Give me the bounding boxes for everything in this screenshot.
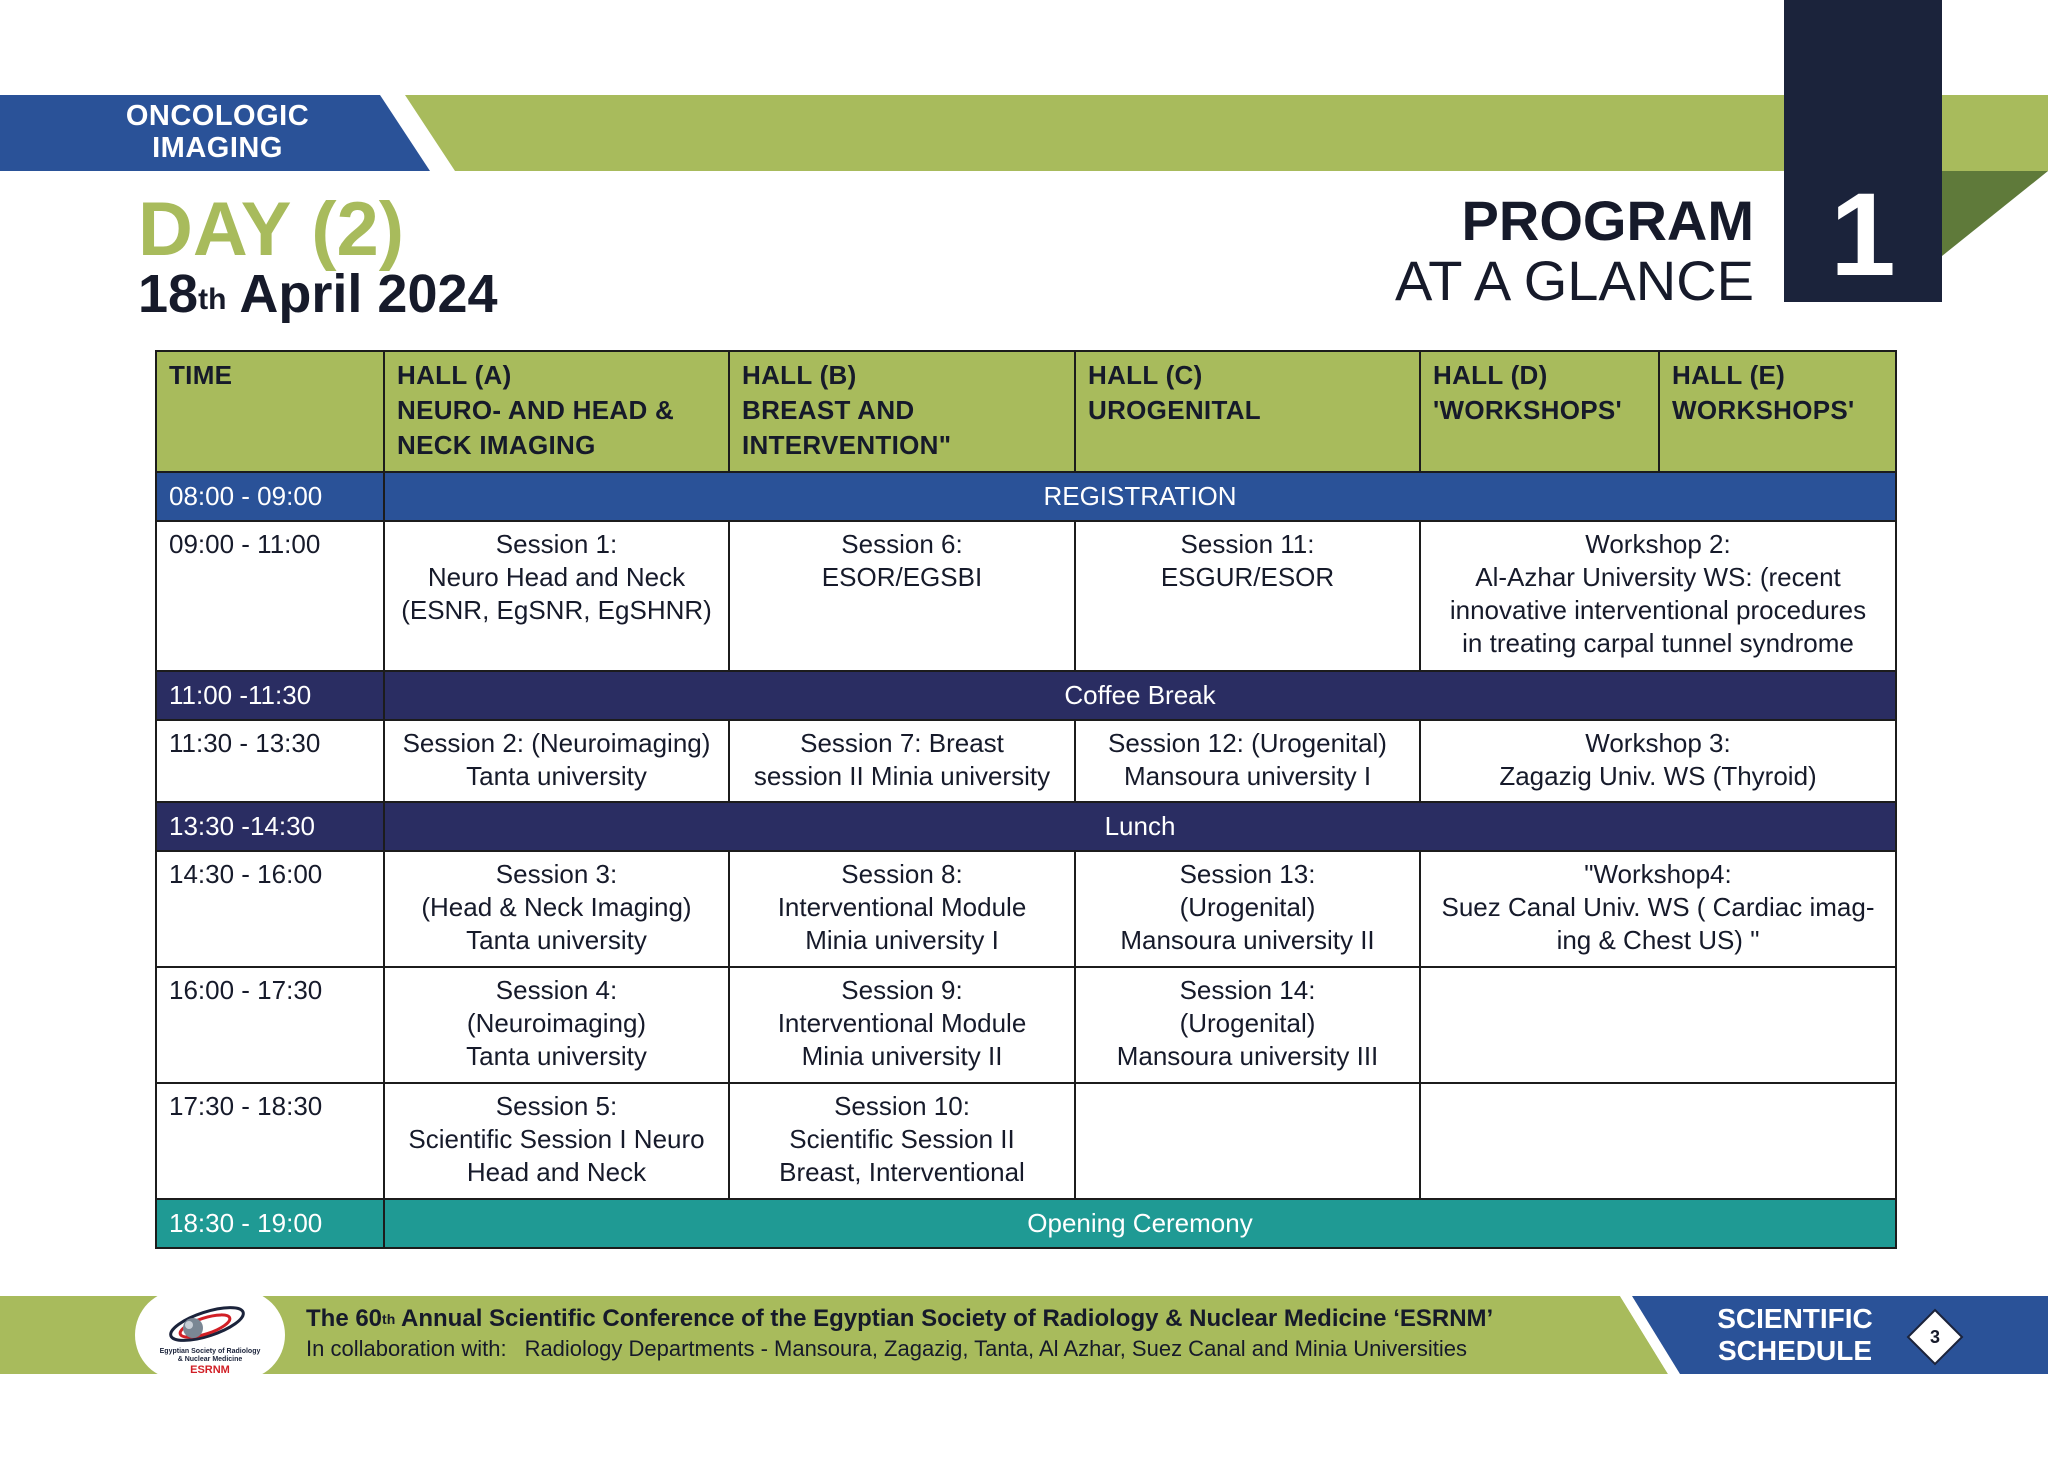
session-cell: Session 10: Scientific Session II Breast, Interventional xyxy=(729,1083,1075,1199)
esrnm-logo xyxy=(135,1290,285,1380)
time-cell: 18:30 - 19:00 xyxy=(156,1199,384,1248)
session-cell: Session 8: Interventional Module Minia university I xyxy=(729,851,1075,967)
schedule-table xyxy=(155,350,1897,1249)
session-cell: Session 6: ESOR/EGSBI xyxy=(729,521,1075,671)
time-cell: 11:00 -11:30 xyxy=(156,671,384,720)
header-hall-e: HALL (E) WORKSHOPS' xyxy=(1659,351,1896,472)
time-cell: 13:30 -14:30 xyxy=(156,802,384,851)
lunch-label: Lunch xyxy=(384,802,1896,851)
session-cell: Session 7: Breast session II Minia university xyxy=(729,720,1075,802)
time-cell: 16:00 - 17:30 xyxy=(156,967,384,1083)
collaboration-line: In collaboration with: Radiology Departments - Mansoura, Zagazig, Tanta, Al Azhar, Suez Canal and Minia Universities xyxy=(306,1336,1467,1361)
opening-ceremony-label: Opening Ceremony xyxy=(384,1199,1896,1248)
time-cell: 09:00 - 11:00 xyxy=(156,521,384,671)
table-row-opening xyxy=(156,1199,1896,1248)
time-cell: 11:30 - 13:30 xyxy=(156,720,384,802)
session-cell: Session 11: ESGUR/ESOR xyxy=(1075,521,1420,671)
table-row-registration xyxy=(156,472,1896,521)
table-row xyxy=(156,521,1896,671)
header-hall-d: HALL (D) 'WORKSHOPS' xyxy=(1420,351,1659,472)
workshop-cell: "Workshop4: Suez Canal Univ. WS ( Cardiac imag- ing & Chest US) " xyxy=(1420,851,1896,967)
page-number: 3 xyxy=(1929,1327,1940,1347)
workshop-cell: Workshop 3: Zagazig Univ. WS (Thyroid) xyxy=(1420,720,1896,802)
category-label: ONCOLOGIC IMAGING xyxy=(125,100,310,164)
time-cell: 08:00 - 09:00 xyxy=(156,472,384,521)
table-row xyxy=(156,1083,1896,1199)
session-cell: Session 2: (Neuroimaging) Tanta university xyxy=(384,720,729,802)
session-cell: Session 9: Interventional Module Minia university II xyxy=(729,967,1075,1083)
conference-title: The 60th Annual Scientific Conference of the Egyptian Society of Radiology & Nuclear Medicine ‘ESRNM’ xyxy=(306,1305,1494,1332)
session-cell: Session 13: (Urogenital) Mansoura university II xyxy=(1075,851,1420,967)
session-cell: Session 1: Neuro Head and Neck (ESNR, EgSNR, EgSHNR) xyxy=(384,521,729,671)
day-title: DAY (2) xyxy=(138,187,405,272)
section-label: SCIENTIFIC SCHEDULE xyxy=(1717,1303,1873,1366)
session-cell: Session 5: Scientific Session I Neuro Head and Neck xyxy=(384,1083,729,1199)
corner-triangle xyxy=(1942,171,2048,256)
header-hall-b: HALL (B) BREAST AND INTERVENTION" xyxy=(729,351,1075,472)
coffee-break-label: Coffee Break xyxy=(384,671,1896,720)
time-cell: 14:30 - 16:00 xyxy=(156,851,384,967)
empty-cell xyxy=(1420,967,1896,1083)
table-header-row xyxy=(156,351,1896,472)
header-time: TIME xyxy=(156,351,384,472)
empty-cell xyxy=(1420,1083,1896,1199)
table-row-coffee xyxy=(156,671,1896,720)
day-date: 18th April 2024 xyxy=(138,264,498,324)
table-row-lunch xyxy=(156,802,1896,851)
session-cell: Session 12: (Urogenital) Mansoura university I xyxy=(1075,720,1420,802)
session-cell: Session 4: (Neuroimaging) Tanta university xyxy=(384,967,729,1083)
table-row xyxy=(156,851,1896,967)
header-hall-c: HALL (C) UROGENITAL xyxy=(1075,351,1420,472)
time-cell: 17:30 - 18:30 xyxy=(156,1083,384,1199)
table-row xyxy=(156,967,1896,1083)
workshop-cell: Workshop 2: Al-Azhar University WS: (recent innovative interventional procedures in treating carpal tunnel syndrome xyxy=(1420,521,1896,671)
header-hall-a: HALL (A) NEURO- AND HEAD & NECK IMAGING xyxy=(384,351,729,472)
session-cell: Session 14: (Urogenital) Mansoura university III xyxy=(1075,967,1420,1083)
registration-label: REGISTRATION xyxy=(384,472,1896,521)
logo-society-name: Egyptian Society of Radiology & Nuclear Medicine xyxy=(159,1348,261,1363)
day-number: 1 xyxy=(1830,169,1896,301)
logo-emblem-icon xyxy=(135,1290,285,1350)
table-row xyxy=(156,720,1896,802)
empty-cell xyxy=(1075,1083,1420,1199)
session-cell: Session 3: (Head & Neck Imaging) Tanta university xyxy=(384,851,729,967)
program-subtitle: AT A GLANCE xyxy=(1395,249,1754,312)
program-title: PROGRAM xyxy=(1461,189,1754,252)
logo-acronym: ESRNM xyxy=(190,1364,230,1376)
